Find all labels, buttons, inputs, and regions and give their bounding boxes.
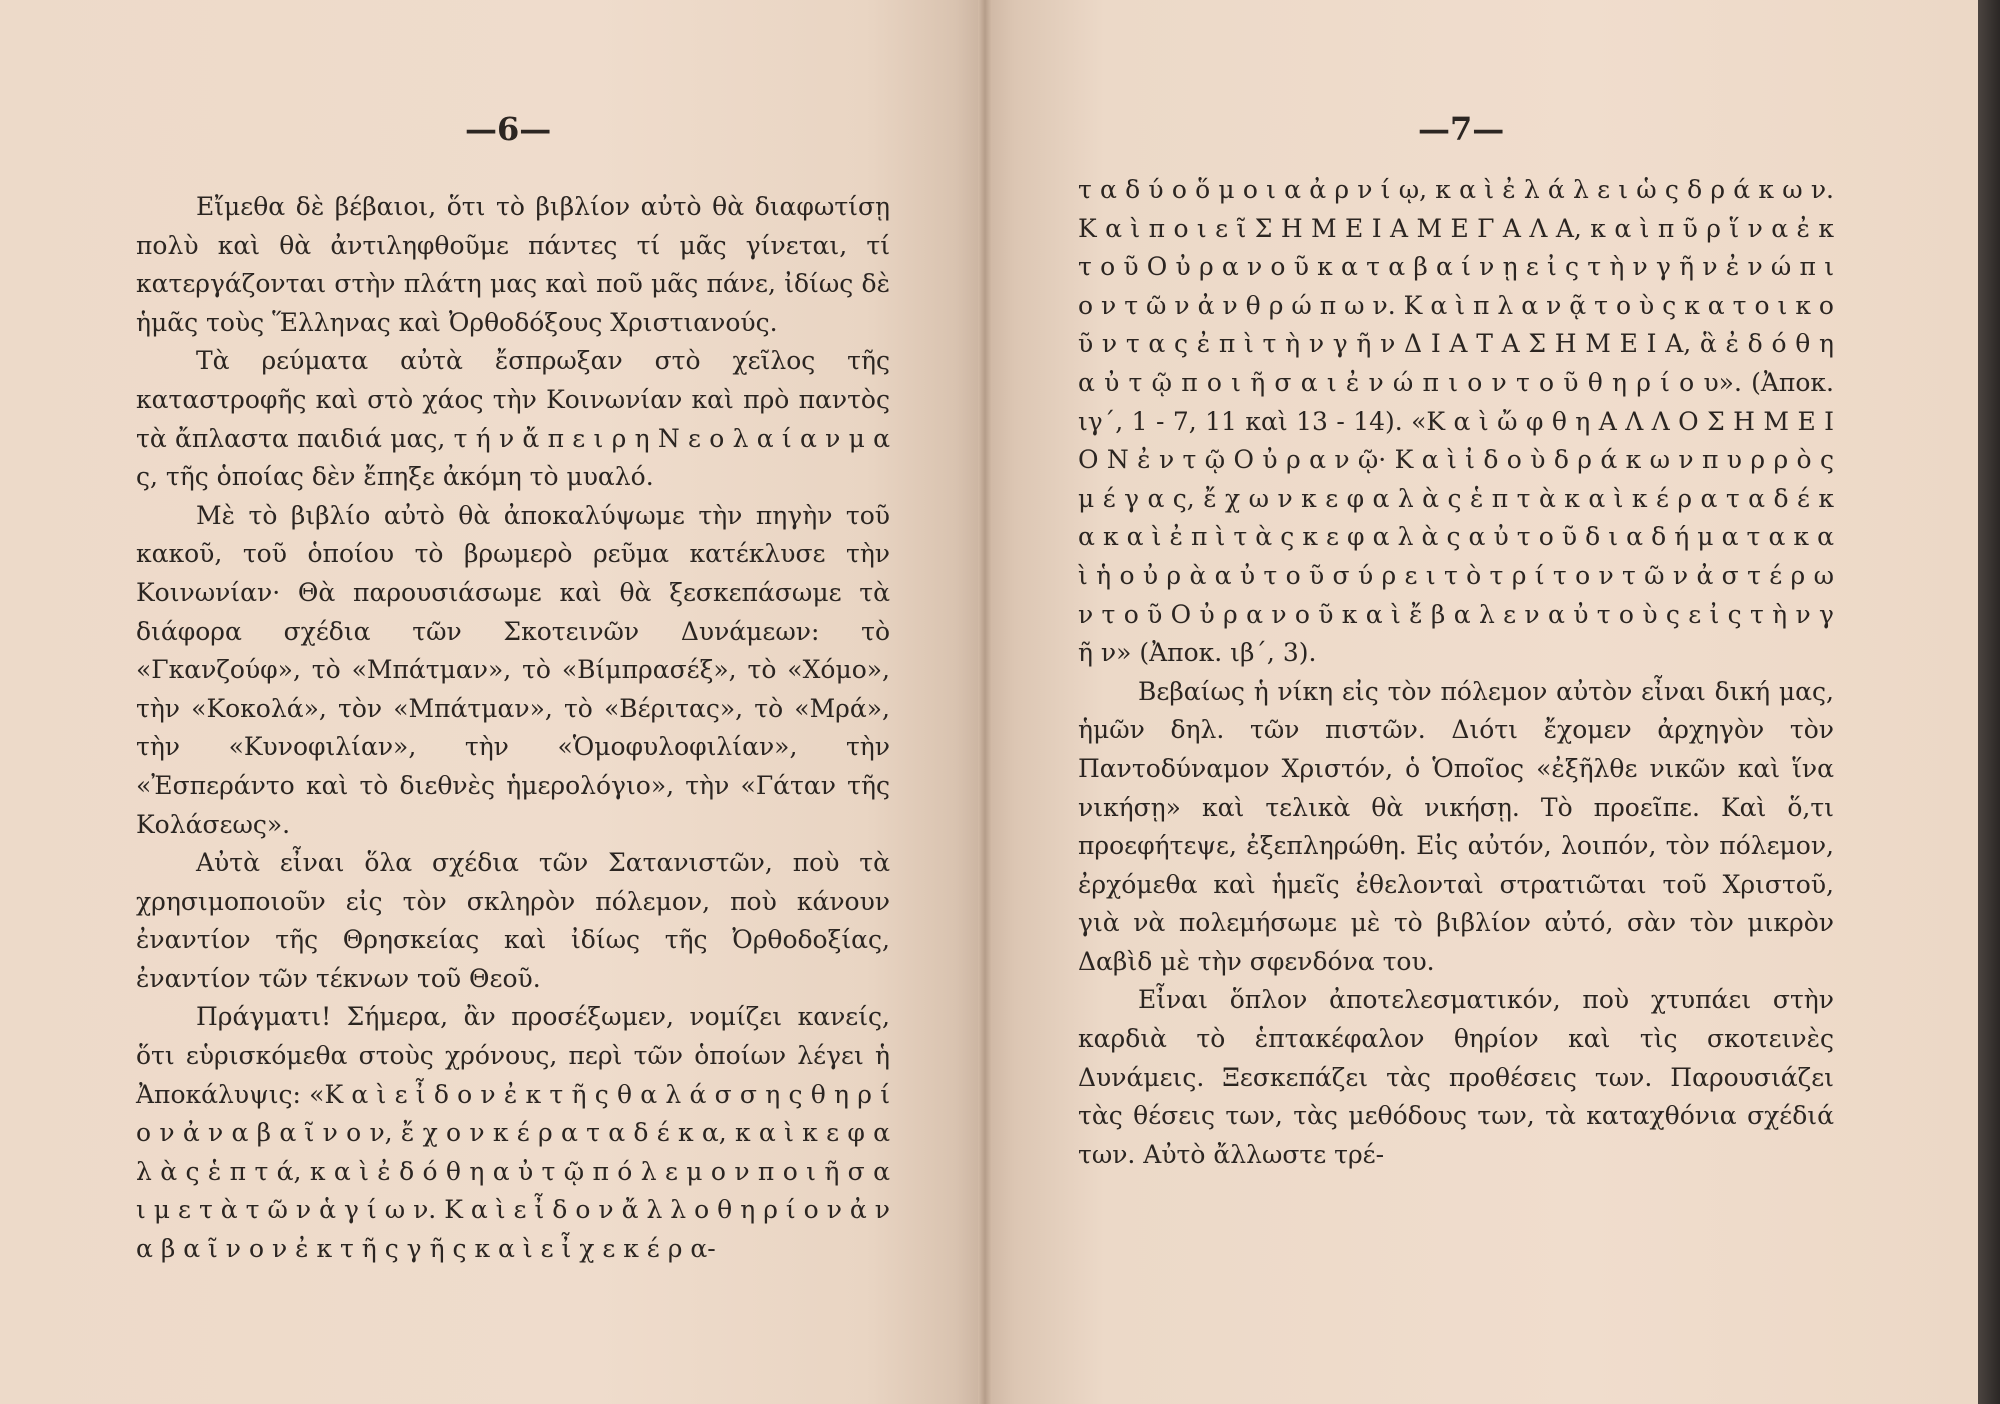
page-number: —7—	[1418, 110, 1505, 148]
paragraph: Εἴμεθα δὲ βέβαιοι, ὅτι τὸ βιβλίον αὐτὸ θὰ διαφωτίσῃ πολὺ καὶ θὰ ἀντιληφθοῦμε πάντες τί μᾶς γίνεται, τί κατεργάζονται στὴν πλάτη μας καὶ ποῦ μᾶς πάνε, ἰδίως δὲ ἡμᾶς τοὺς Ἕλληνας καὶ Ὀρθοδόξους Χριστιανούς.	[136, 192, 890, 337]
right-page-body	[1078, 171, 1834, 1174]
right-page	[985, 0, 1980, 1404]
left-page-body	[136, 188, 890, 1269]
book-gutter	[978, 0, 992, 1404]
page-edge-shadow	[1978, 0, 2000, 1404]
paragraph: Πράγματι! Σήμερα, ἂν προσέξωμεν, νομίζει κανείς, ὅτι εὑρισκόμεθα στοὺς χρόνους, περὶ τῶν ὁποίων λέγει ἡ Ἀποκάλυψις: «Κ α ὶ ε ἶ δ ο ν ἐ κ τ ῆ ς θ α λ ά σ σ η ς θ η ρ ί ο ν ἀ ν α β α ῖ ν ο ν, ἔ χ ο ν κ έ ρ α τ α δ έ κ α, κ α ὶ κ ε φ α λ ὰ ς ἑ π τ ά, κ α ὶ ἐ δ ό θ η α ὐ τ ῷ π ό λ ε μ ο ν π ο ι ῆ σ α ι μ ε τ ὰ τ ῶ ν ἁ γ ί ω ν. Κ α ὶ ε ἶ δ ο ν ἄ λ λ ο θ η ρ ί ο ν ἀ ν α β α ῖ ν ο ν ἐ κ τ ῆ ς γ ῆ ς κ α ὶ ε ἶ χ ε κ έ ρ α-	[136, 1002, 890, 1264]
left-page	[0, 0, 985, 1404]
paragraph: Βεβαίως ἡ νίκη εἰς τὸν πόλεμον αὐτὸν εἶναι δική μας, ἡμῶν δηλ. τῶν πιστῶν. Διότι ἔχομεν ἀρχηγὸν τὸν Παντοδύναμον Χριστόν, ὁ Ὁποῖος «ἐξῆλθε νικῶν καὶ ἵνα νικήσῃ» καὶ τελικὰ θὰ νικήσῃ. Τὸ προεῖπε. Καὶ ὅ,τι προεφήτεψε, ἐξεπληρώθη. Εἰς αὐτόν, λοιπόν, τὸν πόλεμον, ἐρχόμεθα καὶ ἡμεῖς ἐθελονταὶ στρατιῶται τοῦ Χριστοῦ, γιὰ νὰ πολεμήσωμε μὲ τὸ βιβλίον αὐτό, σὰν τὸν μικρὸν Δαβὶδ μὲ τὴν σφενδόνα του.	[1078, 676, 1834, 976]
paragraph: Τὰ ρεύματα αὐτὰ ἔσπρωξαν στὸ χεῖλος τῆς καταστροφῆς καὶ στὸ χάος τὴν Κοινωνίαν καὶ πρὸ παντὸς τὰ ἄπλαστα παιδιά μας, τ ή ν ἄ π ε ι ρ η Ν ε ο λ α ί α ν μ α ς, τῆς ὁποίας δὲν ἔπηξε ἀκόμη τὸ μυαλό.	[136, 346, 890, 492]
paragraph: Εἶναι ὅπλον ἀποτελεσματικόν, ποὺ χτυπάει στὴν καρδιὰ τὸ ἑπτακέφαλον θηρίον καὶ τὶς σκοτεινὲς Δυνάμεις. Ξεσκεπάζει τὰς προθέσεις των. Παρουσιάζει τὰς θέσεις των, τὰς μεθόδους των, τὰ καταχθόνια σχέδιά των. Αὐτὸ ἄλλωστε τρέ-	[1078, 985, 1834, 1169]
page-number: —6—	[465, 110, 552, 148]
paragraph: Μὲ τὸ βιβλίο αὐτὸ θὰ ἀποκαλύψωμε τὴν πηγὴν τοῦ κακοῦ, τοῦ ὁποίου τὸ βρωμερὸ ρεῦμα κατέκλυσε τὴν Κοινωνίαν· Θὰ παρουσιάσωμε καὶ θὰ ξεσκεπάσωμε τὰ διάφορα σχέδια τῶν Σκοτεινῶν Δυνάμεων: τὸ «Γκανζούφ», τὸ «Μπάτμαν», τὸ «Βίμπρασέξ», τὸ «Χόμο», τὴν «Κοκολά», τὸν «Μπάτμαν», τὸ «Βέριτας», τὸ «Μρά», τὴν «Κυνοφιλίαν», τὴν «Ὁμοφυλοφιλίαν», τὴν «Ἐσπεράντο καὶ τὸ διεθνὲς ἡμερολόγιο», τὴν «Γάταν τῆς Κολάσεως».	[136, 500, 890, 839]
paragraph: τ α δ ύ ο ὅ μ ο ι α ἀ ρ ν ί ῳ, κ α ὶ ἐ λ ά λ ε ι ὡ ς δ ρ ά κ ω ν. Κ α ὶ π ο ι ε ῖ Σ Η Μ Ε Ι Α Μ Ε Γ Α Λ Α, κ α ὶ π ῦ ρ ἵ ν α ἐ κ τ ο ῦ Ο ὐ ρ α ν ο ῦ κ α τ α β α ί ν ῃ ε ἰ ς τ ὴ ν γ ῆ ν ἐ ν ώ π ι ο ν τ ῶ ν ἀ ν θ ρ ώ π ω ν. Κ α ὶ π λ α ν ᾷ τ ο ὺ ς κ α τ ο ι κ ο ῦ ν τ α ς ἐ π ὶ τ ὴ ν γ ῆ ν Δ Ι Α Τ Α Σ Η Μ Ε Ι Α, ἃ ἐ δ ό θ η α ὐ τ ῷ π ο ι ῆ σ α ι ἐ ν ώ π ι ο ν τ ο ῦ θ η ρ ί ο υ». (Ἀποκ. ιγ΄, 1 - 7, 11 καὶ 13 - 14). «Κ α ὶ ὤ φ θ η Α Λ Λ Ο Σ Η Μ Ε Ι Ο Ν ἐ ν τ ῷ Ο ὐ ρ α ν ῷ· Κ α ὶ ἰ δ ο ὺ δ ρ ά κ ω ν π υ ρ ρ ὸ ς μ έ γ α ς, ἔ χ ω ν κ ε φ α λ ὰ ς ἑ π τ ὰ κ α ὶ κ έ ρ α τ α δ έ κ α κ α ὶ ἐ π ὶ τ ὰ ς κ ε φ α λ ὰ ς α ὐ τ ο ῦ δ ι α δ ή μ α τ α κ α ὶ ἡ ο ὐ ρ ὰ α ὐ τ ο ῦ σ ύ ρ ε ι τ ὸ τ ρ ί τ ο ν τ ῶ ν ἀ σ τ έ ρ ω ν τ ο ῦ Ο ὐ ρ α ν ο ῦ κ α ὶ ἔ β α λ ε ν α ὐ τ ο ὺ ς ε ἰ ς τ ὴ ν γ ῆ ν» (Ἀποκ. ιβ΄, 3).	[1078, 175, 1834, 668]
paragraph: Αὐτὰ εἶναι ὅλα σχέδια τῶν Σατανιστῶν, ποὺ τὰ χρησιμοποιοῦν εἰς τὸν σκληρὸν πόλεμον, ποὺ κάνουν ἐναντίον τῆς Θρησκείας καὶ ἰδίως τῆς Ὀρθοδοξίας, ἐναντίον τῶν τέκνων τοῦ Θεοῦ.	[136, 848, 890, 993]
